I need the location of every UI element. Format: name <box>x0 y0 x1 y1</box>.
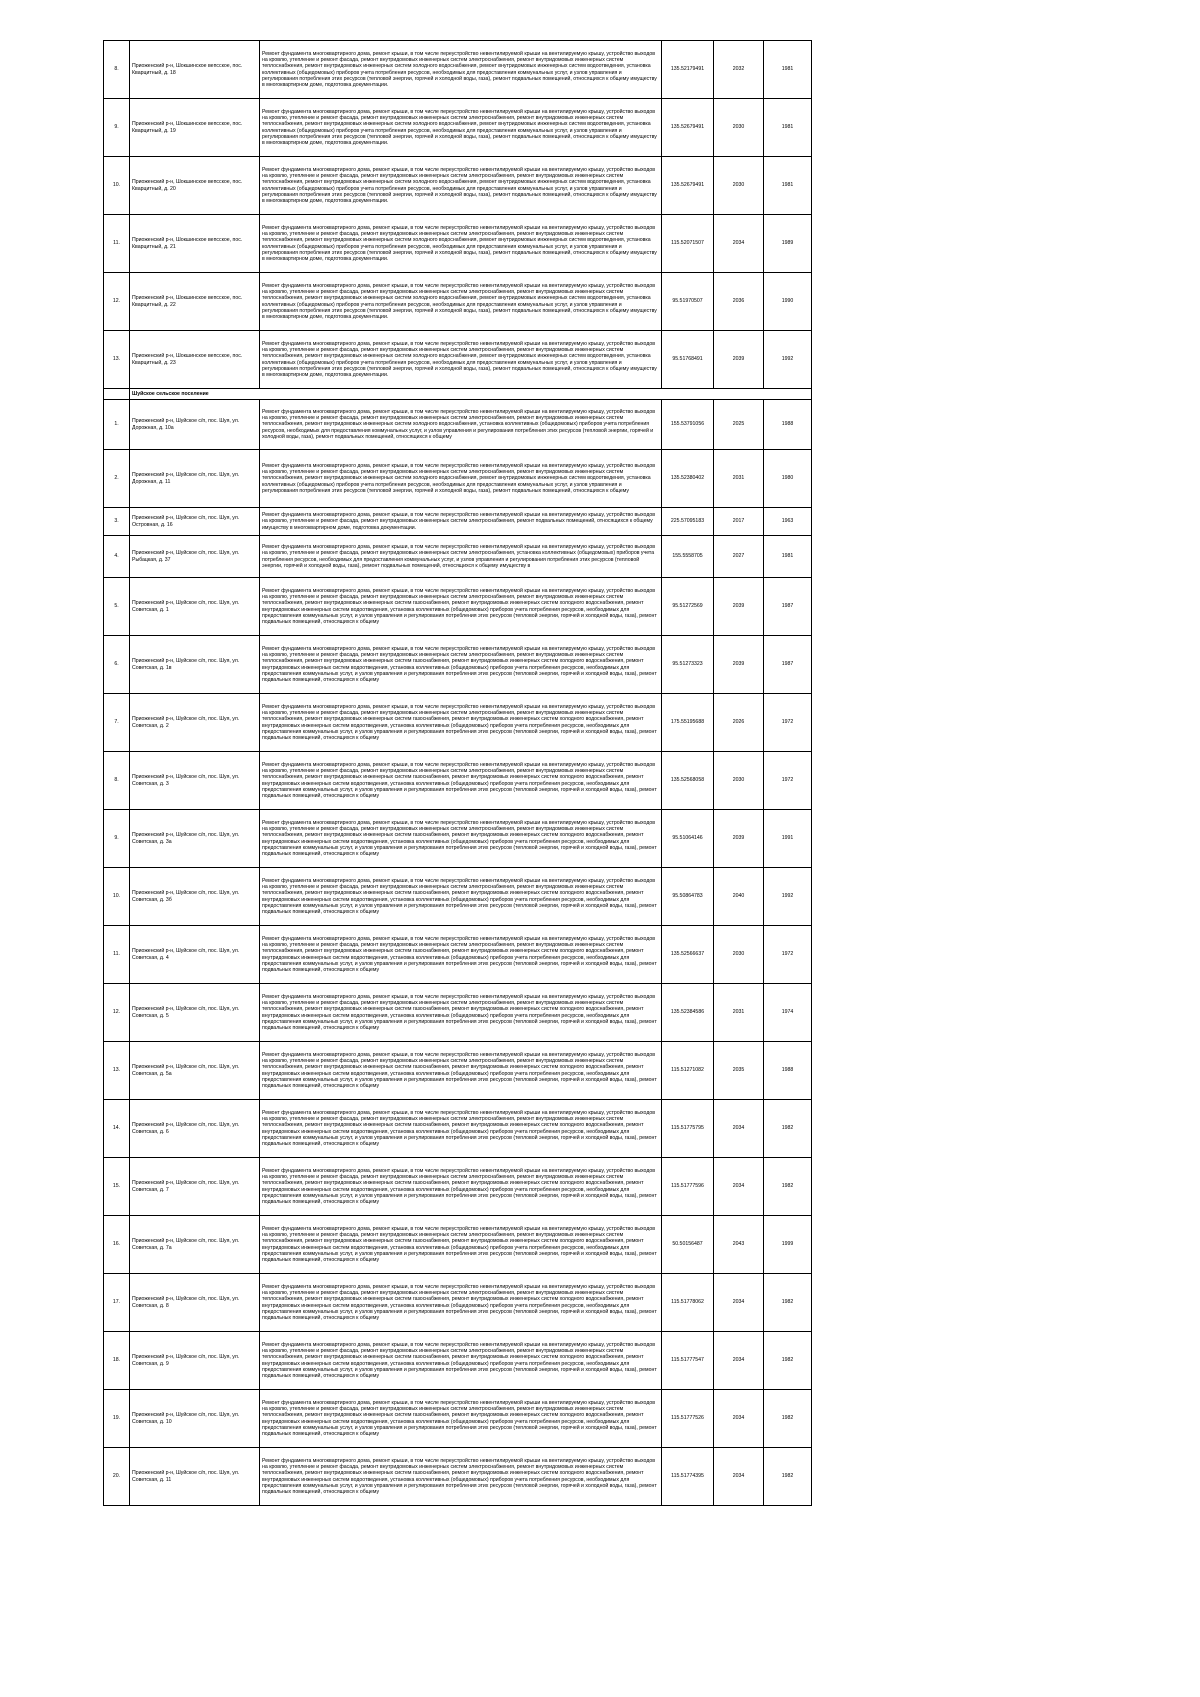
section-title: Шуйское сельское поселение <box>130 389 812 400</box>
repair-year-cell: 2030 <box>714 157 764 215</box>
address-cell: Приоженский р-н, Шуйское с/п, пос. Шуя, ул. Рыбацкая, д. 37 <box>130 536 260 578</box>
build-year-cell: 1991 <box>764 810 812 868</box>
build-year-cell: 1972 <box>764 694 812 752</box>
build-year-cell: 1992 <box>764 331 812 389</box>
repair-year-cell: 2025 <box>714 400 764 450</box>
address-cell: Приоженский р-н, Шуйское с/п, пос. Шуя, ул. Советская, д. 10 <box>130 1390 260 1448</box>
table-row <box>104 1274 812 1332</box>
works-text: Ремонт фундамента многоквартирного дома, ремонт крыши, в том числе переустройство невентилируемой крыши на вентилируемую крышу, устройство выходов на кровлю, утепление и ремонт фасада, ремонт внутридомовых инженерных систем электроснабжения, ремонт внутридомовых инженерных систем теплоснабжения, ремонт внутридомовых инженерных систем холодного водоснабжения, ремонт внутридомовых инженерных систем водоотведения, установка коллективных (общедомовых) приборов учета потребления ресурсов, необходимых для предоставления коммунальных услуг, и узлов управления и регулирования потребления этих ресурсов (тепловой энергии, горячей и холодной воды, газа), ремонт подвальных помещений, относящихся к общему имуществу в многоквартирном доме, подготовка документации. <box>262 224 657 262</box>
table-row <box>104 1390 812 1448</box>
address-cell: Приоженский р-н, Шуйское с/п, пос. Шуя, ул. Дорожная, д. 11 <box>130 450 260 508</box>
address-cell: Приоженский р-н, Шуйское с/п, пос. Шуя, ул. Советская, д. 9 <box>130 1332 260 1390</box>
cost-cell: 95.51970507 <box>662 273 714 331</box>
row-number: 7. <box>104 694 130 752</box>
works-text: Ремонт фундамента многоквартирного дома, ремонт крыши, в том числе переустройство невентилируемой крыши на вентилируемую крышу, устройство выходов на кровлю, утепление и ремонт фасада, ремонт внутридомовых инженерных систем электроснабжения, ремонт внутридомовых инженерных систем теплоснабжения, ремонт внутридомовых инженерных систем холодного водоснабжения, ремонт внутридомовых инженерных систем водоотведения, установка коллективных (общедомовых) приборов учета потребления ресурсов, необходимых для предоставления коммунальных услуг, и узлов управления и регулирования потребления этих ресурсов (тепловой энергии, горячей и холодной воды, газа), ремонт подвальных помещений, относящихся к общему имуществу в многоквартирном доме, подготовка документации. <box>262 282 657 320</box>
works-text: Ремонт фундамента многоквартирного дома, ремонт крыши, в том числе переустройство невентилируемой крыши на вентилируемую крышу, устройство выходов на кровлю, утепление и ремонт фасада, ремонт внутридомовых инженерных систем электроснабжения, ремонт внутридомовых инженерных систем теплоснабжения, ремонт внутридомовых инженерных систем газоснабжения, ремонт внутридомовых инженерных систем холодного водоснабжения, ремонт внутридомовых инженерных систем водоотведения, установка коллективных (общедомовых) приборов учета потребления ресурсов, необходимых для предоставления коммунальных услуг, и узлов управления и регулирования потребления этих ресурсов (тепловой энергии, горячей и холодной воды, газа), ремонт подвальных помещений, относящихся к общему <box>262 1225 657 1263</box>
table-row <box>104 157 812 215</box>
repair-year-cell: 2026 <box>714 694 764 752</box>
address-cell: Приоженский р-н, Шуйское с/п, пос. Шуя, ул. Советская, д. 6 <box>130 1100 260 1158</box>
works-text: Ремонт фундамента многоквартирного дома, ремонт крыши, в том числе переустройство невентилируемой крыши на вентилируемую крышу, устройство выходов на кровлю, утепление и ремонт фасада, ремонт внутридомовых инженерных систем электроснабжения, ремонт внутридомовых инженерных систем теплоснабжения, ремонт внутридомовых инженерных систем газоснабжения, ремонт внутридомовых инженерных систем холодного водоснабжения, ремонт внутридомовых инженерных систем водоотведения, установка коллективных (общедомовых) приборов учета потребления ресурсов, необходимых для предоставления коммунальных услуг, и узлов управления и регулирования потребления этих ресурсов (тепловой энергии, горячей и холодной воды, газа), ремонт подвальных помещений, относящихся к общему <box>262 1283 657 1321</box>
cost-cell: 225.57095183 <box>662 508 714 536</box>
table-row <box>104 810 812 868</box>
works-cell <box>260 331 662 389</box>
repair-year-cell: 2034 <box>714 1158 764 1216</box>
table-row <box>104 1448 812 1506</box>
repair-year-cell: 2031 <box>714 984 764 1042</box>
row-number: 11. <box>104 215 130 273</box>
cost-cell: 175.55195688 <box>662 694 714 752</box>
table-row <box>104 331 812 389</box>
cost-cell: 135.52566637 <box>662 926 714 984</box>
repair-year-cell: 2034 <box>714 1274 764 1332</box>
build-year-cell: 1989 <box>764 215 812 273</box>
row-number: 13. <box>104 1042 130 1100</box>
table-row <box>104 273 812 331</box>
table-row <box>104 868 812 926</box>
table-row <box>104 694 812 752</box>
address-cell: Приоженский р-н, Шуйское с/п, пос. Шуя, ул. Советская, д. 3а <box>130 810 260 868</box>
works-text: Ремонт фундамента многоквартирного дома, ремонт крыши, в том числе переустройство невентилируемой крыши на вентилируемую крышу, устройство выходов на кровлю, утепление и ремонт фасада, ремонт внутридомовых инженерных систем электроснабжения, ремонт внутридомовых инженерных систем теплоснабжения, ремонт внутридомовых инженерных систем газоснабжения, ремонт внутридомовых инженерных систем холодного водоснабжения, ремонт внутридомовых инженерных систем водоотведения, установка коллективных (общедомовых) приборов учета потребления ресурсов, необходимых для предоставления коммунальных услуг, и узлов управления и регулирования потребления этих ресурсов (тепловой энергии, горячей и холодной воды, газа), ремонт подвальных помещений, относящихся к общему <box>262 877 657 915</box>
row-number: 19. <box>104 1390 130 1448</box>
works-cell <box>260 1042 662 1100</box>
build-year-cell: 1999 <box>764 1216 812 1274</box>
row-number: 5. <box>104 578 130 636</box>
empty-cell <box>104 389 130 400</box>
capital-repair-table <box>103 40 812 1506</box>
address-cell: Приоженский р-н, Шокшинское вепсское, пос. Кварцитный, д. 22 <box>130 273 260 331</box>
address-cell: Приоженский р-н, Шуйское с/п, пос. Шуя, ул. Советская, д. 8 <box>130 1274 260 1332</box>
address-cell: Приоженский р-н, Шуйское с/п, пос. Шуя, ул. Советская, д. 1 <box>130 578 260 636</box>
cost-cell: 135.52380402 <box>662 450 714 508</box>
cost-cell: 50.50156487 <box>662 1216 714 1274</box>
row-number: 14. <box>104 1100 130 1158</box>
works-text: Ремонт фундамента многоквартирного дома, ремонт крыши, в том числе переустройство невентилируемой крыши на вентилируемую крышу, устройство выходов на кровлю, утепление и ремонт фасада, ремонт внутридомовых инженерных систем электроснабжения, ремонт внутридомовых инженерных систем теплоснабжения, ремонт внутридомовых инженерных систем газоснабжения, ремонт внутридомовых инженерных систем холодного водоснабжения, ремонт внутридомовых инженерных систем водоотведения, установка коллективных (общедомовых) приборов учета потребления ресурсов, необходимых для предоставления коммунальных услуг, и узлов управления и регулирования потребления этих ресурсов (тепловой энергии, горячей и холодной воды, газа), ремонт подвальных помещений, относящихся к общему <box>262 761 657 799</box>
address-cell: Приоженский р-н, Шуйское с/п, пос. Шуя, ул. Советская, д. 7 <box>130 1158 260 1216</box>
works-cell <box>260 694 662 752</box>
works-text: Ремонт фундамента многоквартирного дома, ремонт крыши, в том числе переустройство невентилируемой крыши на вентилируемую крышу, устройство выходов на кровлю, утепление и ремонт фасада, ремонт внутридомовых инженерных систем электроснабжения, ремонт внутридомовых инженерных систем теплоснабжения, ремонт внутридомовых инженерных систем холодного водоснабжения, ремонт внутридомовых инженерных систем водоотведения, установка коллективных (общедомовых) приборов учета потребления ресурсов, необходимых для предоставления коммунальных услуг, и узлов управления и регулирования потребления этих ресурсов (тепловой энергии, горячей и холодной воды, газа), ремонт подвальных помещений, относящихся к общему имуществу в многоквартирном доме, подготовка документации. <box>262 50 657 88</box>
cost-cell: 95.51768491 <box>662 331 714 389</box>
row-number: 8. <box>104 752 130 810</box>
works-text: Ремонт фундамента многоквартирного дома, ремонт крыши, в том числе переустройство невентилируемой крыши на вентилируемую крышу, устройство выходов на кровлю, утепление и ремонт фасада, ремонт внутридомовых инженерных систем электроснабжения, ремонт внутридомовых инженерных систем теплоснабжения, ремонт внутридомовых инженерных систем холодного водоснабжения, ремонт внутридомовых инженерных систем водоотведения, установка коллективных (общедомовых) приборов учета потребления ресурсов, необходимых для предоставления коммунальных услуг, и узлов управления и регулирования потребления этих ресурсов (тепловой энергии, горячей и холодной воды, газа), ремонт подвальных помещений, относящихся к общему имуществу в многоквартирном доме, подготовка документации. <box>262 108 657 146</box>
works-cell <box>260 508 662 536</box>
table-row <box>104 926 812 984</box>
row-number: 9. <box>104 810 130 868</box>
works-text: Ремонт фундамента многоквартирного дома, ремонт крыши, в том числе переустройство невентилируемой крыши на вентилируемую крышу, устройство выходов на кровлю, утепление и ремонт фасада, ремонт внутридомовых инженерных систем электроснабжения, установка коллективных (общедомовых) приборов учета потребления ресурсов, необходимых для предоставления коммунальных услуг, и узлов управления и регулирования потребления этих ресурсов (тепловой энергии, горячей и холодной воды, газа), ремонт подвальных помещений, относящихся к общему имуществу в <box>262 544 655 569</box>
cost-cell: 115.51271082 <box>662 1042 714 1100</box>
repair-year-cell: 2043 <box>714 1216 764 1274</box>
address-cell: Приоженский р-н, Шокшинское вепсское, пос. Кварцитный, д. 18 <box>130 41 260 99</box>
build-year-cell: 1982 <box>764 1448 812 1506</box>
works-cell <box>260 400 662 450</box>
address-cell: Приоженский р-н, Шуйское с/п, пос. Шуя, ул. Советская, д. 7а <box>130 1216 260 1274</box>
works-cell <box>260 450 662 508</box>
row-number: 10. <box>104 157 130 215</box>
row-number: 16. <box>104 1216 130 1274</box>
table-row <box>104 1216 812 1274</box>
table-row <box>104 400 812 450</box>
cost-cell: 115.51777596 <box>662 1158 714 1216</box>
repair-year-cell: 2034 <box>714 1100 764 1158</box>
row-number: 20. <box>104 1448 130 1506</box>
repair-year-cell: 2027 <box>714 536 764 578</box>
repair-year-cell: 2017 <box>714 508 764 536</box>
works-text: Ремонт фундамента многоквартирного дома, ремонт крыши, в том числе переустройство невентилируемой крыши на вентилируемую крышу, устройство выходов на кровлю, утепление и ремонт фасада, ремонт внутридомовых инженерных систем электроснабжения, ремонт внутридомовых инженерных систем теплоснабжения, ремонт внутридомовых инженерных систем газоснабжения, ремонт внутридомовых инженерных систем холодного водоснабжения, ремонт внутридомовых инженерных систем водоотведения, установка коллективных (общедомовых) приборов учета потребления ресурсов, необходимых для предоставления коммунальных услуг, и узлов управления и регулирования потребления этих ресурсов (тепловой энергии, горячей и холодной воды, газа), ремонт подвальных помещений, относящихся к общему <box>262 587 657 625</box>
table-body <box>104 41 812 1506</box>
build-year-cell: 1981 <box>764 99 812 157</box>
works-cell <box>260 636 662 694</box>
works-cell <box>260 41 662 99</box>
works-cell <box>260 1100 662 1158</box>
works-text: Ремонт фундамента многоквартирного дома, ремонт крыши, в том числе переустройство невентилируемой крыши на вентилируемую крышу, устройство выходов на кровлю, утепление и ремонт фасада, ремонт внутридомовых инженерных систем электроснабжения, ремонт внутридомовых инженерных систем теплоснабжения, ремонт внутридомовых инженерных систем холодного водоснабжения, ремонт внутридомовых инженерных систем водоотведения, установка коллективных (общедомовых) приборов учета потребления ресурсов, необходимых для предоставления коммунальных услуг, и узлов управления и регулирования потребления этих ресурсов (тепловой энергии, горячей и холодной воды, газа), ремонт подвальных помещений, относящихся к общему <box>262 462 655 494</box>
repair-year-cell: 2030 <box>714 752 764 810</box>
build-year-cell: 1982 <box>764 1274 812 1332</box>
cost-cell: 115.52071507 <box>662 215 714 273</box>
repair-year-cell: 2032 <box>714 41 764 99</box>
works-text: Ремонт фундамента многоквартирного дома, ремонт крыши, в том числе переустройство невентилируемой крыши на вентилируемую крышу, устройство выходов на кровлю, утепление и ремонт фасада, ремонт внутридомовых инженерных систем электроснабжения, ремонт внутридомовых инженерных систем теплоснабжения, ремонт внутридомовых инженерных систем газоснабжения, ремонт внутридомовых инженерных систем холодного водоснабжения, ремонт внутридомовых инженерных систем водоотведения, установка коллективных (общедомовых) приборов учета потребления ресурсов, необходимых для предоставления коммунальных услуг, и узлов управления и регулирования потребления этих ресурсов (тепловой энергии, горячей и холодной воды, газа), ремонт подвальных помещений, относящихся к общему <box>262 1457 657 1495</box>
table-row <box>104 1042 812 1100</box>
build-year-cell: 1982 <box>764 1158 812 1216</box>
table-row <box>104 578 812 636</box>
works-text: Ремонт фундамента многоквартирного дома, ремонт крыши, в том числе переустройство невентилируемой крыши на вентилируемую крышу, устройство выходов на кровлю, утепление и ремонт фасада, ремонт внутридомовых инженерных систем электроснабжения, ремонт внутридомовых инженерных систем теплоснабжения, ремонт внутридомовых инженерных систем газоснабжения, ремонт внутридомовых инженерных систем холодного водоснабжения, ремонт внутридомовых инженерных систем водоотведения, установка коллективных (общедомовых) приборов учета потребления ресурсов, необходимых для предоставления коммунальных услуг, и узлов управления и регулирования потребления этих ресурсов (тепловой энергии, горячей и холодной воды, газа), ремонт подвальных помещений, относящихся к общему <box>262 1399 657 1437</box>
works-text: Ремонт фундамента многоквартирного дома, ремонт крыши, в том числе переустройство невентилируемой крыши на вентилируемую крышу, устройство выходов на кровлю, утепление и ремонт фасада, ремонт внутридомовых инженерных систем электроснабжения, ремонт внутридомовых инженерных систем теплоснабжения, ремонт внутридомовых инженерных систем газоснабжения, ремонт внутридомовых инженерных систем холодного водоснабжения, ремонт внутридомовых инженерных систем водоотведения, установка коллективных (общедомовых) приборов учета потребления ресурсов, необходимых для предоставления коммунальных услуг, и узлов управления и регулирования потребления этих ресурсов (тепловой энергии, горячей и холодной воды, газа), ремонт подвальных помещений, относящихся к общему <box>262 935 657 973</box>
cost-cell: 135.52384586 <box>662 984 714 1042</box>
cost-cell: 135.52679491 <box>662 157 714 215</box>
build-year-cell: 1987 <box>764 636 812 694</box>
table-row <box>104 636 812 694</box>
cost-cell: 95.51273323 <box>662 636 714 694</box>
repair-year-cell: 2039 <box>714 810 764 868</box>
works-cell <box>260 1274 662 1332</box>
build-year-cell: 1992 <box>764 868 812 926</box>
cost-cell: 95.51064146 <box>662 810 714 868</box>
row-number: 6. <box>104 636 130 694</box>
address-cell: Приоженский р-н, Шокшинское вепсское, пос. Кварцитный, д. 23 <box>130 331 260 389</box>
cost-cell: 95.51272569 <box>662 578 714 636</box>
table-row <box>104 752 812 810</box>
works-cell <box>260 752 662 810</box>
address-cell: Приоженский р-н, Шокшинское вепсское, пос. Кварцитный, д. 19 <box>130 99 260 157</box>
cost-cell: 155.5558705 <box>662 536 714 578</box>
works-text: Ремонт фундамента многоквартирного дома, ремонт крыши, в том числе переустройство невентилируемой крыши на вентилируемую крышу, устройство выходов на кровлю, утепление и ремонт фасада, ремонт внутридомовых инженерных систем электроснабжения, ремонт внутридомовых инженерных систем теплоснабжения, ремонт внутридомовых инженерных систем холодного водоснабжения, ремонт внутридомовых инженерных систем водоотведения, установка коллективных (общедомовых) приборов учета потребления ресурсов, необходимых для предоставления коммунальных услуг, и узлов управления и регулирования потребления этих ресурсов (тепловой энергии, горячей и холодной воды, газа), ремонт подвальных помещений, относящихся к общему имуществу в многоквартирном доме, подготовка документации. <box>262 166 657 204</box>
works-text: Ремонт фундамента многоквартирного дома, ремонт крыши, в том числе переустройство невентилируемой крыши на вентилируемую крышу, устройство выходов на кровлю, утепление и ремонт фасада, ремонт внутридомовых инженерных систем электроснабжения, ремонт внутридомовых инженерных систем теплоснабжения, ремонт внутридомовых инженерных систем газоснабжения, ремонт внутридомовых инженерных систем холодного водоснабжения, ремонт внутридомовых инженерных систем водоотведения, установка коллективных (общедомовых) приборов учета потребления ресурсов, необходимых для предоставления коммунальных услуг, и узлов управления и регулирования потребления этих ресурсов (тепловой энергии, горячей и холодной воды, газа), ремонт подвальных помещений, относящихся к общему <box>262 1341 657 1379</box>
build-year-cell: 1990 <box>764 273 812 331</box>
address-cell: Приоженский р-н, Шокшинское вепсское, пос. Кварцитный, д. 20 <box>130 157 260 215</box>
address-cell: Приоженский р-н, Шокшинское вепсское, пос. Кварцитный, д. 21 <box>130 215 260 273</box>
build-year-cell: 1972 <box>764 752 812 810</box>
works-cell <box>260 99 662 157</box>
row-number: 18. <box>104 1332 130 1390</box>
works-text: Ремонт фундамента многоквартирного дома, ремонт крыши, в том числе переустройство невентилируемой крыши на вентилируемую крышу, устройство выходов на кровлю, утепление и ремонт фасада, ремонт внутридомовых инженерных систем электроснабжения, ремонт внутридомовых инженерных систем теплоснабжения, ремонт внутридомовых инженерных систем газоснабжения, ремонт внутридомовых инженерных систем холодного водоснабжения, ремонт внутридомовых инженерных систем водоотведения, установка коллективных (общедомовых) приборов учета потребления ресурсов, необходимых для предоставления коммунальных услуг, и узлов управления и регулирования потребления этих ресурсов (тепловой энергии, горячей и холодной воды, газа), ремонт подвальных помещений, относящихся к общему <box>262 819 657 857</box>
cost-cell: 95.50864783 <box>662 868 714 926</box>
cost-cell: 115.51774395 <box>662 1448 714 1506</box>
works-cell <box>260 273 662 331</box>
row-number: 2. <box>104 450 130 508</box>
cost-cell: 135.52679491 <box>662 99 714 157</box>
build-year-cell: 1963 <box>764 508 812 536</box>
repair-year-cell: 2040 <box>714 868 764 926</box>
repair-year-cell: 2030 <box>714 99 764 157</box>
works-cell <box>260 578 662 636</box>
table-row <box>104 1158 812 1216</box>
build-year-cell: 1981 <box>764 536 812 578</box>
build-year-cell: 1988 <box>764 1042 812 1100</box>
works-cell <box>260 1158 662 1216</box>
works-cell <box>260 810 662 868</box>
repair-year-cell: 2039 <box>714 578 764 636</box>
build-year-cell: 1982 <box>764 1100 812 1158</box>
build-year-cell: 1974 <box>764 984 812 1042</box>
table-row <box>104 215 812 273</box>
address-cell: Приоженский р-н, Шуйское с/п, пос. Шуя, ул. Советская, д. 5а <box>130 1042 260 1100</box>
works-text: Ремонт фундамента многоквартирного дома, ремонт крыши, в том числе переустройство невентилируемой крыши на вентилируемую крышу, устройство выходов на кровлю, утепление и ремонт фасада, ремонт внутридомовых инженерных систем электроснабжения, ремонт внутридомовых инженерных систем теплоснабжения, ремонт внутридомовых инженерных систем газоснабжения, ремонт внутридомовых инженерных систем холодного водоснабжения, ремонт внутридомовых инженерных систем водоотведения, установка коллективных (общедомовых) приборов учета потребления ресурсов, необходимых для предоставления коммунальных услуг, и узлов управления и регулирования потребления этих ресурсов (тепловой энергии, горячей и холодной воды, газа), ремонт подвальных помещений, относящихся к общему <box>262 1051 657 1089</box>
cost-cell: 135.52568058 <box>662 752 714 810</box>
repair-year-cell: 2034 <box>714 1332 764 1390</box>
address-cell: Приоженский р-н, Шуйское с/п, пос. Шуя, ул. Советская, д. 11 <box>130 1448 260 1506</box>
works-text: Ремонт фундамента многоквартирного дома, ремонт крыши, в том числе переустройство невентилируемой крыши на вентилируемую крышу, устройство выходов на кровлю, утепление и ремонт фасада, ремонт внутридомовых инженерных систем электроснабжения, ремонт внутридомовых инженерных систем теплоснабжения, ремонт внутридомовых инженерных систем газоснабжения, ремонт внутридомовых инженерных систем холодного водоснабжения, ремонт внутридомовых инженерных систем водоотведения, установка коллективных (общедомовых) приборов учета потребления ресурсов, необходимых для предоставления коммунальных услуг, и узлов управления и регулирования потребления этих ресурсов (тепловой энергии, горячей и холодной воды, газа), ремонт подвальных помещений, относящихся к общему <box>262 645 657 683</box>
works-cell <box>260 1332 662 1390</box>
table-row <box>104 508 812 536</box>
table-row <box>104 984 812 1042</box>
works-cell <box>260 984 662 1042</box>
row-number: 17. <box>104 1274 130 1332</box>
row-number: 1. <box>104 400 130 450</box>
build-year-cell: 1981 <box>764 157 812 215</box>
repair-year-cell: 2034 <box>714 215 764 273</box>
repair-year-cell: 2034 <box>714 1390 764 1448</box>
row-number: 13. <box>104 331 130 389</box>
address-cell: Приоженский р-н, Шуйское с/п, пос. Шуя, ул. Советская, д. 5 <box>130 984 260 1042</box>
works-text: Ремонт фундамента многоквартирного дома, ремонт крыши, в том числе переустройство невентилируемой крыши на вентилируемую крышу, устройство выходов на кровлю, утепление и ремонт фасада, ремонт внутридомовых инженерных систем электроснабжения, ремонт внутридомовых инженерных систем теплоснабжения, ремонт внутридомовых инженерных систем газоснабжения, ремонт внутридомовых инженерных систем холодного водоснабжения, ремонт внутридомовых инженерных систем водоотведения, установка коллективных (общедомовых) приборов учета потребления ресурсов, необходимых для предоставления коммунальных услуг, и узлов управления и регулирования потребления этих ресурсов (тепловой энергии, горячей и холодной воды, газа), ремонт подвальных помещений, относящихся к общему <box>262 1109 657 1147</box>
cost-cell: 135.52179491 <box>662 41 714 99</box>
row-number: 11. <box>104 926 130 984</box>
works-cell <box>260 1448 662 1506</box>
row-number: 8. <box>104 41 130 99</box>
works-text: Ремонт фундамента многоквартирного дома, ремонт крыши, в том числе переустройство невентилируемой крыши на вентилируемую крышу, устройство выходов на кровлю, утепление и ремонт фасада, ремонт внутридомовых инженерных систем электроснабжения, ремонт подвальных помещений, относящихся к общему имуществу в многоквартирном доме, подготовка документации. <box>262 512 655 531</box>
repair-year-cell: 2039 <box>714 636 764 694</box>
build-year-cell: 1972 <box>764 926 812 984</box>
repair-year-cell: 2030 <box>714 926 764 984</box>
row-number: 12. <box>104 984 130 1042</box>
build-year-cell: 1980 <box>764 450 812 508</box>
cost-cell: 155.53791056 <box>662 400 714 450</box>
build-year-cell: 1988 <box>764 400 812 450</box>
repair-year-cell: 2034 <box>714 1448 764 1506</box>
build-year-cell: 1982 <box>764 1390 812 1448</box>
row-number: 10. <box>104 868 130 926</box>
row-number: 12. <box>104 273 130 331</box>
address-cell: Приоженский р-н, Шуйское с/п, пос. Шуя, ул. Советская, д. 1в <box>130 636 260 694</box>
works-text: Ремонт фундамента многоквартирного дома, ремонт крыши, в том числе переустройство невентилируемой крыши на вентилируемую крышу, устройство выходов на кровлю, утепление и ремонт фасада, ремонт внутридомовых инженерных систем электроснабжения, ремонт внутридомовых инженерных систем теплоснабжения, ремонт внутридомовых инженерных систем холодного водоснабжения, ремонт внутридомовых инженерных систем водоотведения, установка коллективных (общедомовых) приборов учета потребления ресурсов, необходимых для предоставления коммунальных услуг, и узлов управления и регулирования потребления этих ресурсов (тепловой энергии, горячей и холодной воды, газа), ремонт подвальных помещений, относящихся к общему имуществу в многоквартирном доме, подготовка документации. <box>262 340 657 378</box>
repair-year-cell: 2031 <box>714 450 764 508</box>
repair-year-cell: 2036 <box>714 273 764 331</box>
works-cell <box>260 868 662 926</box>
address-cell: Приоженский р-н, Шуйское с/п, пос. Шуя, ул. Островная, д. 16 <box>130 508 260 536</box>
address-cell: Приоженский р-н, Шуйское с/п, пос. Шуя, ул. Советская, д. 2 <box>130 694 260 752</box>
table-row <box>104 41 812 99</box>
row-number: 9. <box>104 99 130 157</box>
table-row <box>104 99 812 157</box>
works-text: Ремонт фундамента многоквартирного дома, ремонт крыши, в том числе переустройство невентилируемой крыши на вентилируемую крышу, устройство выходов на кровлю, утепление и ремонт фасада, ремонт внутридомовых инженерных систем электроснабжения, ремонт внутридомовых инженерных систем теплоснабжения, ремонт внутридомовых инженерных систем газоснабжения, ремонт внутридомовых инженерных систем холодного водоснабжения, ремонт внутридомовых инженерных систем водоотведения, установка коллективных (общедомовых) приборов учета потребления ресурсов, необходимых для предоставления коммунальных услуг, и узлов управления и регулирования потребления этих ресурсов (тепловой энергии, горячей и холодной воды, газа), ремонт подвальных помещений, относящихся к общему <box>262 703 657 741</box>
works-text: Ремонт фундамента многоквартирного дома, ремонт крыши, в том числе переустройство невентилируемой крыши на вентилируемую крышу, устройство выходов на кровлю, утепление и ремонт фасада, ремонт внутридомовых инженерных систем электроснабжения, ремонт внутридомовых инженерных систем теплоснабжения, ремонт внутридомовых инженерных систем газоснабжения, ремонт внутридомовых инженерных систем холодного водоснабжения, ремонт внутридомовых инженерных систем водоотведения, установка коллективных (общедомовых) приборов учета потребления ресурсов, необходимых для предоставления коммунальных услуг, и узлов управления и регулирования потребления этих ресурсов (тепловой энергии, горячей и холодной воды, газа), ремонт подвальных помещений, относящихся к общему <box>262 1167 657 1205</box>
table-row <box>104 1332 812 1390</box>
address-cell: Приоженский р-н, Шуйское с/п, пос. Шуя, ул. Советская, д. 3б <box>130 868 260 926</box>
works-cell <box>260 1390 662 1448</box>
works-cell <box>260 215 662 273</box>
row-number: 3. <box>104 508 130 536</box>
row-number: 4. <box>104 536 130 578</box>
address-cell: Приоженский р-н, Шуйское с/п, пос. Шуя, ул. Советская, д. 4 <box>130 926 260 984</box>
cost-cell: 115.51777526 <box>662 1390 714 1448</box>
works-text: Ремонт фундамента многоквартирного дома, ремонт крыши, в том числе переустройство невентилируемой крыши на вентилируемую крышу, устройство выходов на кровлю, утепление и ремонт фасада, ремонт внутридомовых инженерных систем электроснабжения, ремонт внутридомовых инженерных систем теплоснабжения, ремонт внутридомовых инженерных систем газоснабжения, ремонт внутридомовых инженерных систем холодного водоснабжения, ремонт внутридомовых инженерных систем водоотведения, установка коллективных (общедомовых) приборов учета потребления ресурсов, необходимых для предоставления коммунальных услуг, и узлов управления и регулирования потребления этих ресурсов (тепловой энергии, горячей и холодной воды, газа), ремонт подвальных помещений, относящихся к общему <box>262 993 657 1031</box>
address-cell: Приоженский р-н, Шуйское с/п, пос. Шуя, ул. Советская, д. 3 <box>130 752 260 810</box>
cost-cell: 115.51778062 <box>662 1274 714 1332</box>
works-text: Ремонт фундамента многоквартирного дома, ремонт крыши, в том числе переустройство невентилируемой крыши на вентилируемую крышу, устройство выходов на кровлю, утепление и ремонт фасада, ремонт внутридомовых инженерных систем электроснабжения, ремонт внутридомовых инженерных систем теплоснабжения, ремонт внутридомовых инженерных систем холодного водоснабжения, установка коллективных (общедомовых) приборов учета потребления ресурсов, необходимых для предоставления коммунальных услуг, и узлов управления и регулирования потребления этих ресурсов (тепловой энергии, горячей и холодной воды, газа), ремонт подвальных помещений, относящихся к общему <box>262 408 655 440</box>
works-cell <box>260 1216 662 1274</box>
build-year-cell: 1981 <box>764 41 812 99</box>
cost-cell: 115.51777547 <box>662 1332 714 1390</box>
table-row <box>104 1100 812 1158</box>
works-cell <box>260 536 662 578</box>
build-year-cell: 1987 <box>764 578 812 636</box>
row-number: 15. <box>104 1158 130 1216</box>
section-header-row <box>104 389 812 400</box>
table-row <box>104 536 812 578</box>
cost-cell: 115.51775795 <box>662 1100 714 1158</box>
build-year-cell: 1982 <box>764 1332 812 1390</box>
address-cell: Приоженский р-н, Шуйское с/п, пос. Шуя, ул. Дорожная, д. 10а <box>130 400 260 450</box>
table-row <box>104 450 812 508</box>
works-cell <box>260 926 662 984</box>
repair-year-cell: 2039 <box>714 331 764 389</box>
works-cell <box>260 157 662 215</box>
repair-year-cell: 2035 <box>714 1042 764 1100</box>
